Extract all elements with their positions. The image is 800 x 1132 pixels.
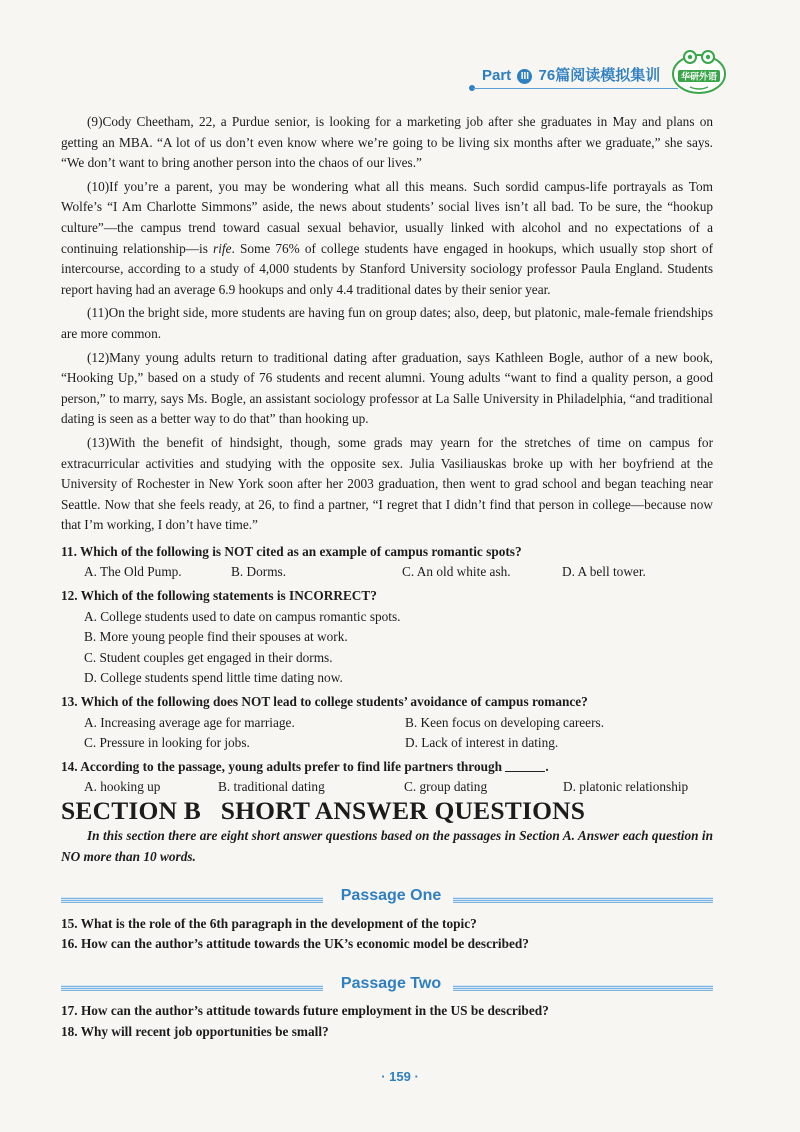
passage-two-banner xyxy=(61,977,713,999)
option-a: A. The Old Pump. xyxy=(84,564,182,580)
question-17: 17. How can the author’s attitude towards future employment in the US be described? xyxy=(61,1003,549,1018)
option-b: B. More young people find their spouses at work. xyxy=(84,629,348,645)
series-title-text: 76篇阅读模拟集训 xyxy=(538,67,661,84)
option-d: D. College students spend little time dating now. xyxy=(84,670,343,686)
section-b-title: SECTION B SHORT ANSWER QUESTIONS xyxy=(61,796,586,825)
part-label: Part xyxy=(482,67,512,84)
option-a: A. College students used to date on campus romantic spots. xyxy=(84,608,401,624)
question-11-options xyxy=(61,562,713,583)
option-c: C. An old white ash. xyxy=(402,564,511,580)
svg-text:华研外语: 华研外语 xyxy=(680,72,718,83)
option-a: A. hooking up xyxy=(84,779,161,795)
paragraph-13: (13)With the benefit of hindsight, though, some grads may yearn for the stretches of time on campus for extracurricular activities and studying with the opposite sex. Julia Vasiliauskas broke up with her boyfriend at the University of Rochester in New York soon after her 2003 graduation, then went to grad school and began teaching near Seattle. Now that she feels ready, at 26, to find a partner, “I regret that I didn’t find that person in college—because now that I’m working, I don’t have time.” xyxy=(61,434,713,533)
question-14 xyxy=(61,757,713,778)
question-11: 11. Which of the following is NOT cited as an example of campus romantic spots? xyxy=(61,543,522,559)
page-header xyxy=(465,48,733,88)
option-d: D. platonic relationship xyxy=(563,779,689,795)
question-14-stem-end: . xyxy=(545,758,549,774)
paragraph-11: (11)On the bright side, more students are having fun on group dates; also, deep, but platonic, male-female friendships are more common. xyxy=(61,305,713,341)
option-a: A. Increasing average age for marriage. xyxy=(84,714,295,730)
question-13: 13. Which of the following does NOT lead to college students’ avoidance of campus romance? xyxy=(61,693,588,709)
option-c: C. Pressure in looking for jobs. xyxy=(84,735,250,751)
passage-one-label: Passage One xyxy=(340,887,442,904)
question-15: 15. What is the role of the 6th paragraph in the development of the topic? xyxy=(61,916,477,931)
banner-stripe xyxy=(453,897,713,903)
question-14-stem: 14. According to the passage, young adults prefer to find life partners through xyxy=(61,758,503,774)
paragraph-10 xyxy=(61,177,713,301)
option-d: D. A bell tower. xyxy=(562,564,646,580)
banner-stripe xyxy=(61,985,323,991)
question-18: 18. Why will recent job opportunities be small? xyxy=(61,1024,329,1039)
part-number-badge: III xyxy=(517,69,532,84)
page-number: · 159 · xyxy=(381,1069,419,1084)
paragraph-9: (9)Cody Cheetham, 22, a Purdue senior, is looking for a marketing job after she graduates in May and plans on getting an MBA. “A lot of us don’t even know where we’re going to be living six months after we graduate,” she says. “We don’t want to bring another person into the chaos of our lives.” xyxy=(61,114,713,171)
option-d: D. Lack of interest in dating. xyxy=(405,735,559,751)
question-13-options-row2 xyxy=(61,733,713,754)
option-b: B. Keen focus on developing careers. xyxy=(405,714,605,730)
passage-content xyxy=(61,112,713,798)
paragraph-10-text: (10)If you’re a parent, you may be wondering what all this means. Such sordid campus-life portrayals as Tom Wolfe’s “I Am Charlotte Simmons” aside, the news about students’ social lives isn’t all bad. To be sure, the “hookup culture”—the campus trend toward casual sexual behavior, usually linked with alcohol and no expectations of a continuing relationship—is xyxy=(61,178,713,256)
question-12: 12. Which of the following statements is INCORRECT? xyxy=(61,587,377,603)
option-c: C. group dating xyxy=(404,779,488,795)
banner-stripe xyxy=(61,897,323,903)
option-b: B. traditional dating xyxy=(218,779,325,795)
passage-two-label: Passage Two xyxy=(340,975,442,992)
banner-stripe xyxy=(453,985,713,991)
header-rule xyxy=(473,88,678,89)
publisher-logo xyxy=(670,48,728,96)
paragraph-10-text-end: . Some 76% of college students have engaged in hookups, which usually stop short of intercourse, according to a study of 4,000 students by Stanford University sociology professor Paula England. Students report having had an average 6.9 hookups and only 4.4 traditional dates by their senior year. xyxy=(61,240,713,297)
question-16: 16. How can the author’s attitude towards the UK’s economic model be described? xyxy=(61,936,529,951)
option-c: C. Student couples get engaged in their dorms. xyxy=(84,649,333,665)
question-14-options xyxy=(61,777,713,798)
section-b-instructions: In this section there are eight short answer questions based on the passages in Section A. Answer each question in NO more than 10 words. xyxy=(61,828,713,864)
paragraph-12: (12)Many young adults return to traditional dating after graduation, says Kathleen Bogle, author of a new book, “Hooking Up,” based on a study of 76 students and recent alumni. Young adults “want to find a quality person, a good person,” to marry, says Ms. Bogle, an assistant sociology professor at La Salle University in Philadelphia, “and traditional dating is seen as a better way to do that” than hooking up. xyxy=(61,349,713,427)
option-b: B. Dorms. xyxy=(231,564,287,580)
question-13-options-row1 xyxy=(61,713,713,734)
series-title xyxy=(482,64,660,85)
passage-one-banner xyxy=(61,889,713,911)
answer-blank xyxy=(505,759,545,772)
rife-word: rife xyxy=(213,240,232,256)
